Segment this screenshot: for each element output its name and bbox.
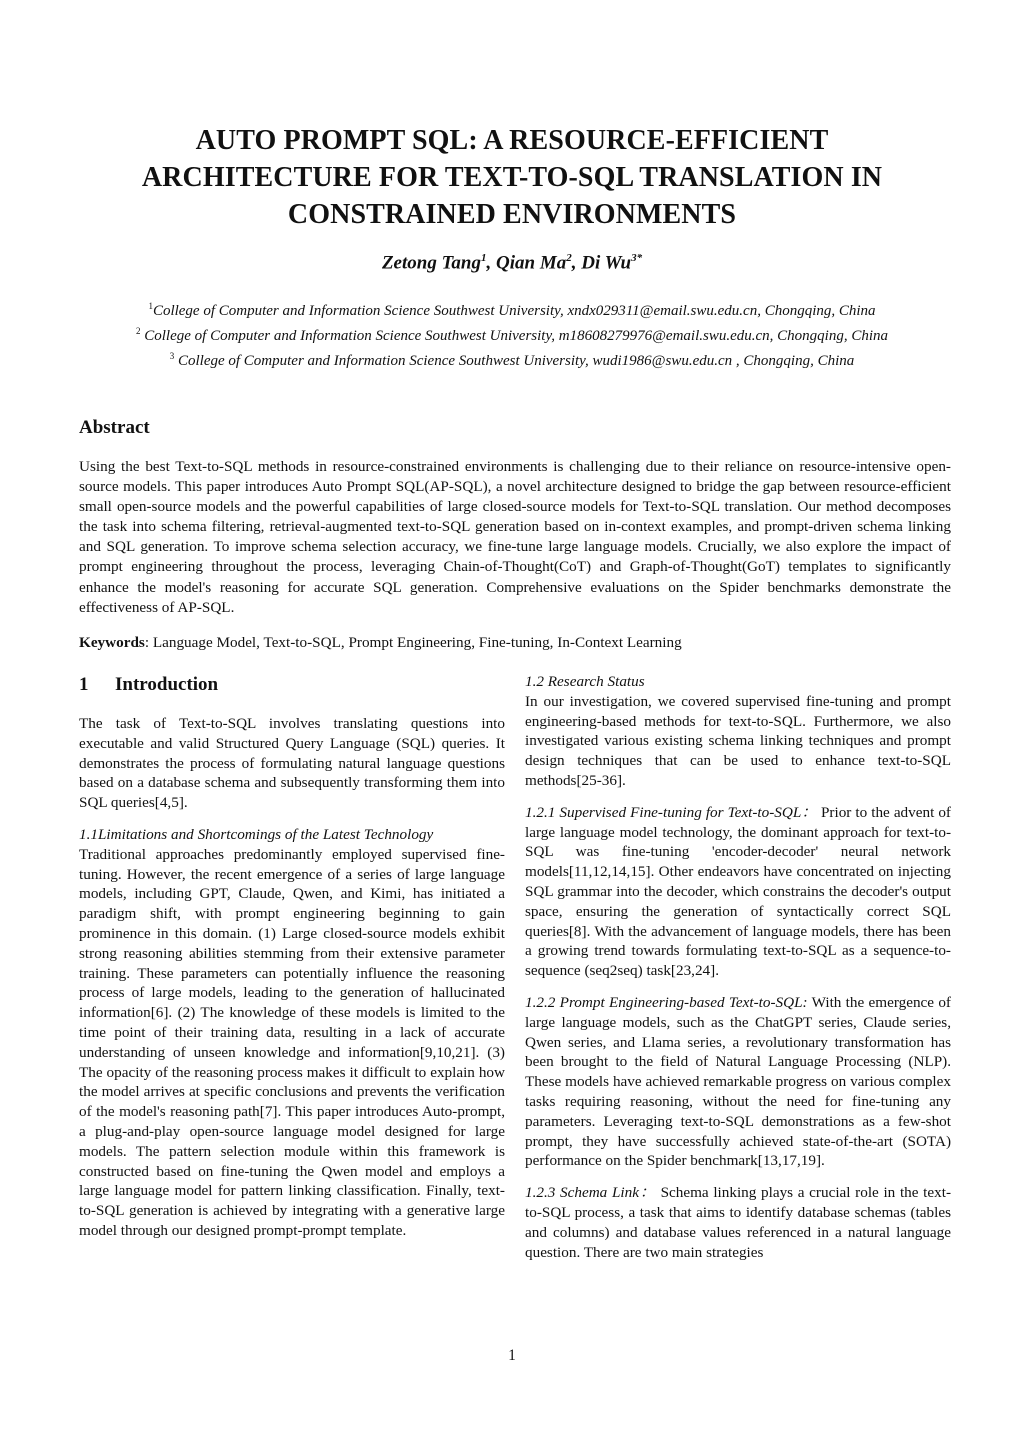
research-status-title: 1.2 Research Status (525, 673, 645, 690)
author-affiliation-mark: 1 (481, 252, 487, 264)
affiliation-text: College of Computer and Information Science Southwest University, wudi1986@swu.edu.cn , Chongqing, China (174, 353, 855, 369)
author-name: Zetong Tang (381, 252, 482, 274)
left-column (79, 672, 505, 1241)
subsubsection-title: 1.2.2 Prompt Engineering-based Text-to-SQL: (525, 993, 808, 1011)
affiliation-mark: 3 (169, 351, 175, 361)
author-list: Zetong Tang$^1$, Qian Ma$^2$, Di $Wu^{3*}$ (381, 252, 643, 274)
paragraph-text: Schema linking plays a crucial role in the text-to-SQL process, a task that aims to identify database schemas (tables and columns) and database values referenced in a natural language question. There are two main strategies (525, 1184, 951, 1261)
subsection-title: 1.1Limitations and Shortcomings of the Latest Technology (79, 825, 434, 843)
affiliation-line (40, 346, 984, 371)
section-heading-introduction (79, 672, 505, 698)
abstract-heading: Abstract (79, 417, 150, 438)
subsubsection-title: 1.2.1 Supervised Fine-tuning for Text-to-SQL： (525, 803, 817, 821)
affiliation-list (40, 296, 984, 371)
affiliation-line (40, 296, 984, 321)
section-title: Introduction (115, 674, 219, 695)
page-number: 1 (508, 1347, 516, 1364)
section-number: 1 (79, 674, 89, 695)
affiliation-text: College of Computer and Information Science Southwest University, m18608279976@email.swu.edu.cn, Chongqing, China (140, 328, 888, 344)
affiliation-text: College of Computer and Information Science Southwest University, xndx029311@email.swu.edu.cn, Chongqing, China (152, 303, 876, 319)
right-column (525, 672, 951, 1262)
paragraph-text: With the emergence of large language models, such as the ChatGPT series, Claude series, Qwen series, and Llama series, a revolutionary transformation has been brought to the field of Natural Language Processing (NLP). These models have achieved remarkable progress on various complex tasks requiring reasoning, without the need for fine-tuning any parameters. Leveraging text-to-SQL demonstrations as a few-shot prompt, they have successfully achieved state-of-the-art (SOTA) performance on the Spider benchmark[13,17,19]. (525, 993, 951, 1170)
author-affiliation-mark: 2 (566, 252, 572, 264)
subsubsection-title: 1.2.3 Schema Link： (525, 1184, 656, 1202)
abstract-text: Using the best Text-to-SQL methods in resource-constrained environments is challenging due to their reliance on resource-intensive open-source models. This paper introduces Auto Prompt SQL(AP-SQL), a novel architecture designed to bridge the gap between resource-efficient small open-source models and the powerful capabilities of large closed-source models for Text-to-SQL translation. Our method decomposes the task into schema filtering, retrieval-augmented text-to-SQL generation based on in-context examples, and prompt-driven schema linking and SQL generation. To improve schema selection accuracy, we fine-tune large language models. Crucially, we also explore the impact of prompt engineering throughout the process, leveraging Chain-of-Thought(CoT) and Graph-of-Thought(GoT) templates to significantly enhance the model's reasoning for accurate SQL generation. Comprehensive evaluations on the Spider benchmarks demonstrate the effectiveness of AP-SQL. (79, 458, 951, 616)
prompt-engineering-paragraph (525, 993, 951, 1171)
supervised-paragraph (525, 803, 951, 981)
title-line: AUTO PROMPT SQL: A RESOURCE-EFFICIENT (195, 125, 829, 156)
keywords-line (79, 633, 959, 653)
title-line: ARCHITECTURE FOR TEXT-TO-SQL TRANSLATION IN (141, 162, 883, 193)
keywords-text: : Language Model, Text-to-SQL, Prompt Engineering, Fine-tuning, In-Context Learning (144, 634, 682, 651)
author-name: Di Wu (581, 252, 632, 274)
author-name: Qian Ma (496, 252, 567, 274)
paragraph-text: Prior to the advent of large language model technology, the dominant approach for text-to-SQL was fine-tuning 'encoder-decoder' neural network models[11,12,14,15]. Other endeavors have concentrated on injecting SQL grammar into the decoder, which constrains the decoder's output space, ensuring the generation of syntactically correct SQL queries[8]. With the advancement of language models, there has been a growing trend towards formulating text-to-SQL as a sequence-to-sequence (seq2seq) task[23,24]. (525, 803, 951, 980)
research-status-paragraph: In our investigation, we covered supervised fine-tuning and prompt engineering-based methods for text-to-SQL. Furthermore, we also investigated various existing schema linking techniques and prompt design techniques that can be used to enhance text-to-SQL methods[25-36]. (525, 692, 951, 789)
affiliation-mark: 1 (148, 301, 153, 311)
affiliation-mark: 2 (136, 326, 141, 336)
subsection-paragraph: Traditional approaches predominantly employed supervised fine-tuning. However, the recent emergence of a series of large language models, including GPT, Claude, Qwen, and Kimi, has initiated a paradigm shift, with prompt engineering beginning to gain prominence in this domain. (1) Large closed-source models exhibit strong reasoning abilities stemming from their extensive parameter training. These parameters can potentially influence the reasoning process of large models, leading to the generation of hallucinated information[6]. (2) The knowledge of these models is limited to the time point of their training data, resulting in a lack of accurate understanding of unseen knowledge and information[9,10,21]. (3) The opacity of the reasoning process makes it difficult to explain how the model arrives at specific conclusions and prevents the verification of the model's reasoning path[7]. This paper introduces Auto-prompt, a plug-and-play open-source language model designed for large models. The pattern selection module within this framework is constructed based on fine-tuning the Qwen model and employs a large language model for pattern linking classification. Finally, text-to-SQL generation is achieved by integrating with a generative large model through our designed prompt-prompt template. (79, 845, 505, 1239)
affiliation-line (40, 321, 984, 346)
title-line: CONSTRAINED ENVIRONMENTS (287, 199, 737, 230)
schema-link-paragraph (525, 1183, 951, 1262)
paper-title (60, 122, 964, 233)
keywords-label: Keywords (79, 634, 145, 651)
intro-paragraph: The task of Text-to-SQL involves translating questions into executable and valid Structured Query Language (SQL) queries. It demonstrates the process of formulating natural language questions based on a database schema and subsequently transforming them into SQL queries[4,5]. (79, 715, 505, 812)
author-affiliation-mark: 3* (631, 252, 643, 264)
